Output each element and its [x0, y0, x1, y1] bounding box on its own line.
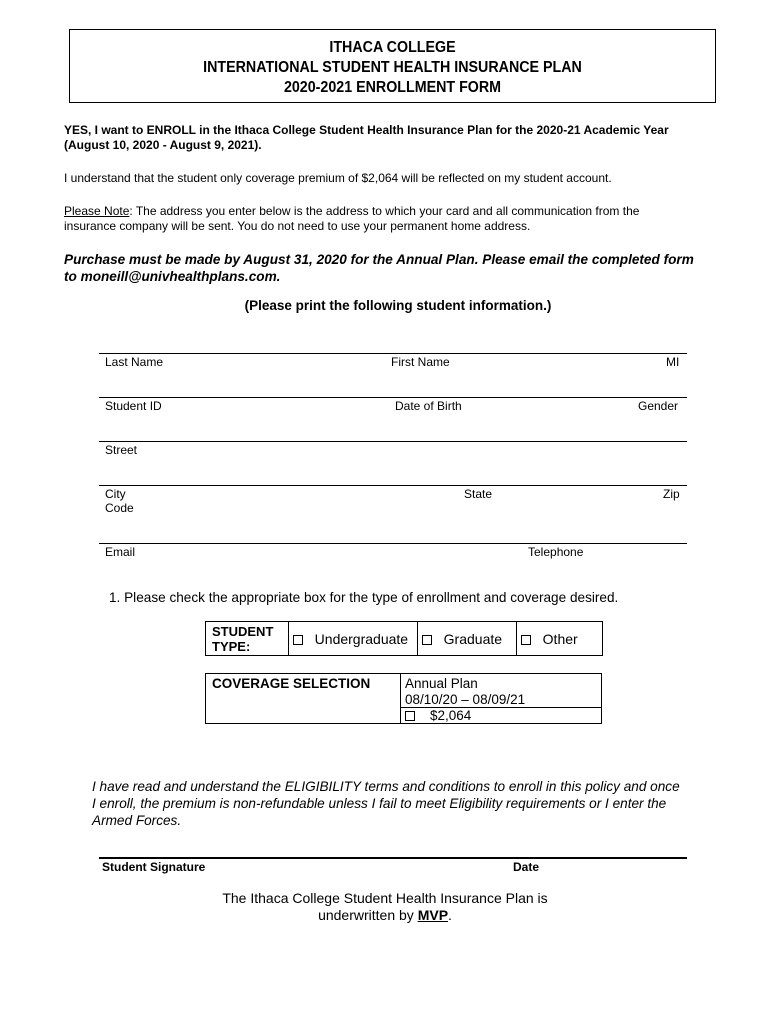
underwriter-line1: The Ithaca College Student Health Insurance Plan is [222, 890, 548, 906]
other-label: Other [542, 630, 578, 647]
code-label: Code [105, 501, 134, 515]
student-signature-label: Student Signature [102, 860, 206, 874]
mi-label: MI [666, 355, 680, 369]
student-type-table [205, 621, 603, 656]
student-type-label-line2: TYPE: [212, 638, 251, 654]
eligibility-line3: Armed Forces. [92, 813, 182, 828]
address-note [64, 204, 744, 234]
field-line-id [99, 397, 687, 398]
enrollment-instruction: 1. Please check the appropriate box for the type of enrollment and coverage desired. [109, 590, 619, 605]
signature-line[interactable] [99, 857, 687, 859]
header-plan: INTERNATIONAL STUDENT HEALTH INSURANCE PLAN [203, 59, 582, 76]
street-label: Street [105, 443, 138, 457]
note-label: Please Note [64, 204, 130, 218]
purchase-deadline [64, 251, 764, 285]
underwriter-note [0, 890, 770, 924]
first-name-label: First Name [391, 355, 450, 369]
field-line-street [99, 441, 687, 442]
state-label: State [464, 487, 493, 501]
last-name-label: Last Name [105, 355, 164, 369]
underwriter-prefix: underwritten by [318, 907, 418, 923]
other-option[interactable] [517, 622, 603, 656]
enroll-statement [64, 123, 744, 153]
header-college: ITHACA COLLEGE [329, 39, 456, 56]
city-label: City [105, 487, 126, 501]
underwriter-name: MVP [417, 907, 449, 923]
student-type-label [206, 622, 289, 656]
note-text-line1: : The address you enter below is the address to which your card and all communication from the [129, 204, 640, 218]
form-header [69, 29, 716, 103]
graduate-checkbox[interactable] [422, 635, 432, 645]
enroll-statement-line2: (August 10, 2020 - August 9, 2021). [64, 138, 262, 152]
graduate-label: Graduate [443, 630, 503, 647]
premium-statement: I understand that the student only coverage premium of $2,064 will be reflected on my student account. [64, 171, 612, 185]
city-code-label [105, 487, 134, 515]
telephone-label: Telephone [528, 545, 584, 559]
other-checkbox[interactable] [521, 635, 531, 645]
field-line-name [99, 353, 687, 354]
annual-plan-label: Annual Plan [405, 676, 478, 691]
underwriter-suffix: . [448, 907, 452, 923]
annual-plan-dates: 08/10/20 – 08/09/21 [405, 692, 526, 707]
underwriter-line2 [0, 907, 770, 924]
note-text-line2: insurance company will be sent. You do not need to use your permanent home address. [64, 219, 531, 233]
field-line-email [99, 543, 687, 544]
zip-label: Zip [663, 487, 680, 501]
undergraduate-option[interactable] [289, 622, 418, 656]
annual-plan-price: $2,064 [430, 708, 472, 723]
email-label: Email [105, 545, 136, 559]
student-type-label-line1: STUDENT [212, 623, 274, 639]
coverage-divider [400, 674, 401, 723]
eligibility-statement [92, 778, 732, 829]
gender-label: Gender [638, 399, 679, 413]
enroll-statement-line1: YES, I want to ENROLL in the Ithaca College Student Health Insurance Plan for the 2020-21 Academic Year [64, 123, 669, 137]
student-id-label: Student ID [105, 399, 162, 413]
eligibility-line2: I enroll, the premium is non-refundable unless I fail to meet Eligibility requirements or I enter the [92, 796, 667, 811]
dob-label: Date of Birth [395, 399, 462, 413]
eligibility-line1: I have read and understand the ELIGIBILITY terms and conditions to enroll in this policy and once [92, 779, 680, 794]
annual-plan-option[interactable] [405, 708, 471, 724]
print-instruction: (Please print the following student information.) [244, 298, 552, 313]
date-label: Date [513, 860, 540, 874]
annual-plan-checkbox[interactable] [405, 711, 415, 721]
undergraduate-label: Undergraduate [314, 630, 409, 647]
field-line-city [99, 485, 687, 486]
purchase-deadline-line1: Purchase must be made by August 31, 2020 for the Annual Plan. Please email the completed form [64, 252, 694, 267]
header-form-title: 2020-2021 ENROLLMENT FORM [283, 79, 502, 96]
graduate-option[interactable] [418, 622, 517, 656]
coverage-table [205, 673, 602, 724]
coverage-selection-label: COVERAGE SELECTION [212, 676, 371, 691]
purchase-deadline-line2: to moneill@univhealthplans.com. [64, 269, 281, 284]
undergraduate-checkbox[interactable] [293, 635, 303, 645]
